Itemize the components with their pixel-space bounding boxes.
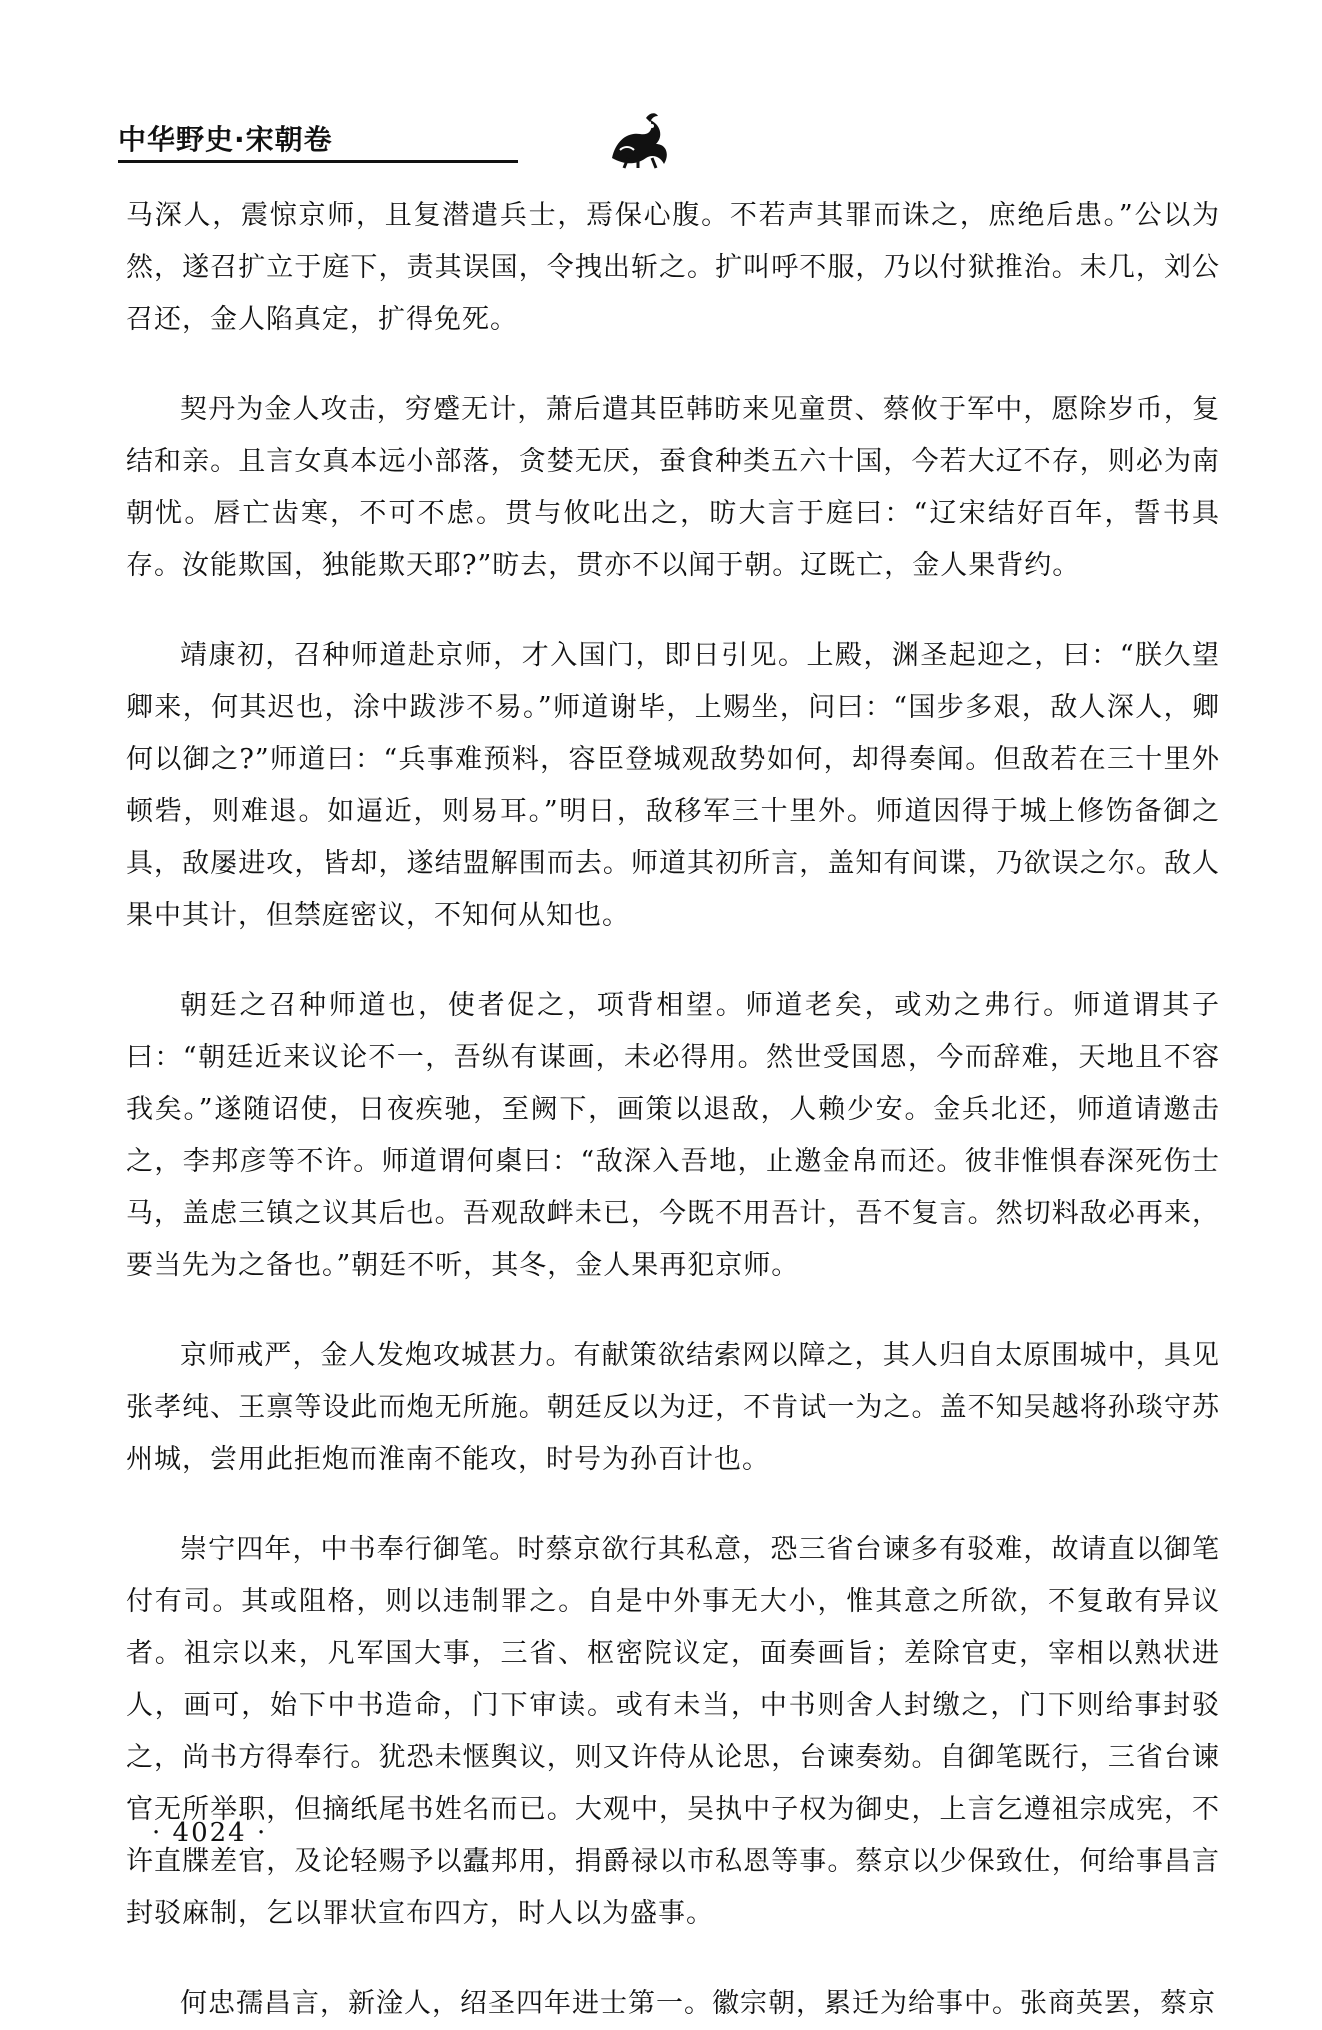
page-number: · 4024 · (152, 1818, 268, 1848)
paragraph: 马深人，震惊京师，且复潜遣兵士，焉保心腹。不若声其罪而诛之，庶绝后患。”公以为然，遂召扩立于庭下，责其误国，令拽出斩之。扩叫呼不服，乃以付狱推治。未几，刘公召还，金人陷真定，扩得免死。 (126, 200, 1220, 335)
paragraph: 何忠孺昌言，新淦人，绍圣四年进士第一。徽宗朝，累迁为给事中。张商英罢，蔡京 (180, 1988, 1216, 2019)
header-rule (118, 160, 518, 163)
paragraph: 崇宁四年，中书奉行御笔。时蔡京欲行其私意，恐三省台谏多有驳难，故请直以御笔付有司。其或阻格，则以违制罪之。自是中外事无大小，惟其意之所欲，不复敢有异议者。祖宗以来，凡军国大事，三省、枢密院议定，面奏画旨；差除官吏，宰相以熟状进人，画可，始下中书造命，门下审读。或有未当，中书则舍人封缴之，门下则给事封驳之，尚书方得奉行。犹恐未惬舆议，则又许侍从论思，台谏奏劾。自御笔既行，三省台谏官无所举职，但摘纸尾书姓名而已。大观中，吴执中子权为御史，上言乞遵祖宗成宪，不许直牒差官，及论轻赐予以蠹邦用，捐爵禄以市私恩等事。蔡京以少保致仕，何给事昌言封驳麻制，乞以罪状宣布四方，时人以为盛事。 (126, 1534, 1220, 1929)
book-title: 中华野史·宋朝卷 (118, 123, 333, 156)
paragraph: 京师戒严，金人发炮攻城甚力。有献策欲结索网以障之，其人归自太原围城中，具见张孝纯、王禀等设此而炮无所施。朝廷反以为迂，不肯试一为之。盖不知吴越将孙琰守苏州城，尝用此拒炮而淮南不能攻，时号为孙百计也。 (126, 1340, 1220, 1475)
running-header (118, 110, 1218, 170)
page-body (126, 190, 1220, 2030)
paragraph: 契丹为金人攻击，穷蹙无计，萧后遣其臣韩昉来见童贯、蔡攸于军中，愿除岁币，复结和亲。且言女真本远小部落，贪婪无厌，蚕食种类五六十国，今若大辽不存，则必为南朝忧。唇亡齿寒，不可不虑。贯与攸叱出之，昉大言于庭曰：“辽宋结好百年，誓书具存。汝能欺国，独能欺天耶?”昉去，贯亦不以闻于朝。辽既亡，金人果背约。 (126, 394, 1220, 581)
dragon-icon (606, 110, 676, 170)
paragraph: 朝廷之召种师道也，使者促之，项背相望。师道老矣，或劝之弗行。师道谓其子曰：“朝廷近来议论不一，吾纵有谋画，未必得用。然世受国恩，今而辞难，天地且不容我矣。”遂随诏使，日夜疾驰，至阙下，画策以退敌，人赖少安。金兵北还，师道请邀击之，李邦彦等不许。师道谓何㮚曰：“敌深入吾地，止邀金帛而还。彼非惟惧春深死伤士马，盖虑三镇之议其后也。吾观敌衅未已，今既不用吾计，吾不复言。然切料敌必再来，要当先为之备也。”朝廷不听，其冬，金人果再犯京师。 (126, 990, 1220, 1281)
paragraph: 靖康初，召种师道赴京师，才入国门，即日引见。上殿，渊圣起迎之，曰：“朕久望卿来，何其迟也，涂中跋涉不易。”师道谢毕，上赐坐，问曰：“国步多艰，敌人深人，卿何以御之?”师道曰：“兵事难预料，容臣登城观敌势如何，却得奏闻。但敌若在三十里外顿砦，则难退。如逼近，则易耳。”明日，敌移军三十里外。师道因得于城上修饬备御之具，敌屡进攻，皆却，遂结盟解围而去。师道其初所言，盖知有间谍，乃欲误之尔。敌人果中其计，但禁庭密议，不知何从知也。 (126, 640, 1220, 931)
